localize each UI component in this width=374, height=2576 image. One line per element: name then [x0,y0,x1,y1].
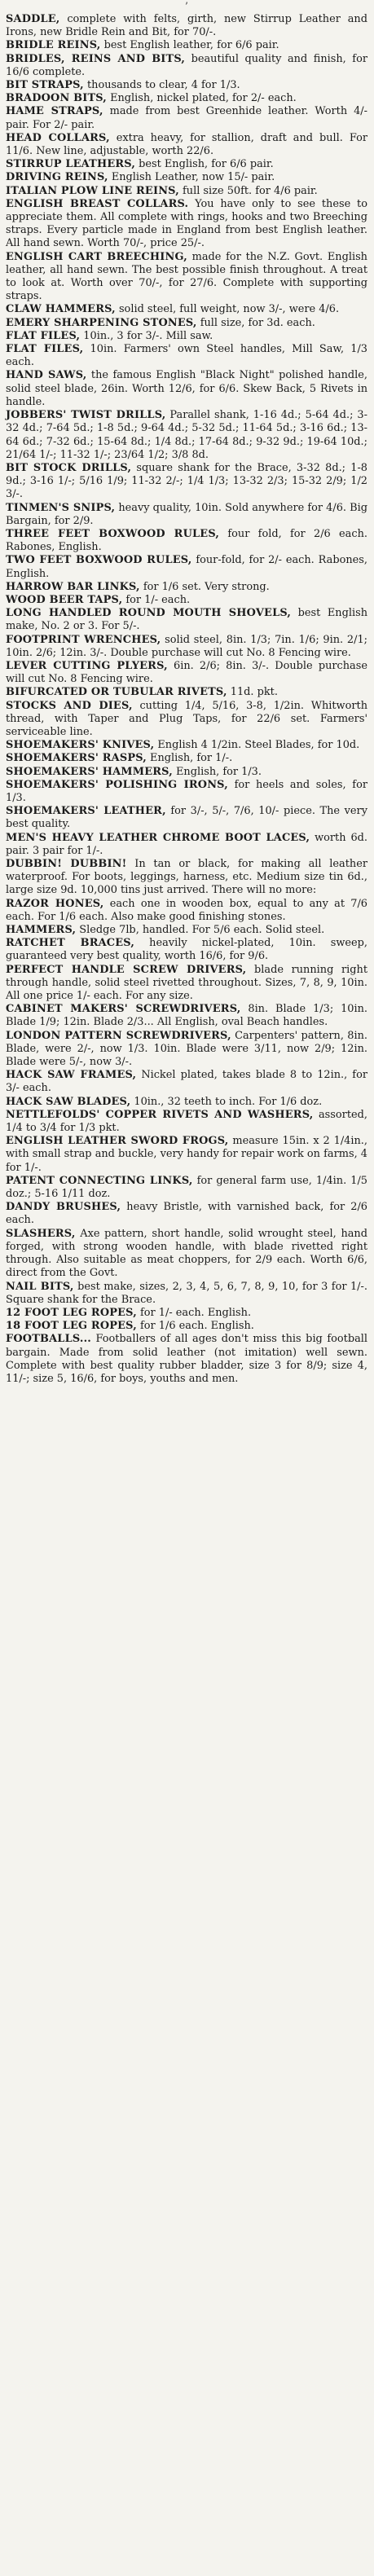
ad-heading: 12 FOOT LEG ROPES, [6,1306,137,1319]
ad-body: solid steel, 8in. 1/3; 7in. 1/6; 9in. 2/1; 10in. 2/6; 12in. 3/-. Double purchase will cut No. 8 Fencing wire. [6,633,367,659]
ad-item [6,53,367,79]
ad-heading: PATENT CONNECTING LINKS, [6,1174,193,1187]
ad-item [6,1201,367,1227]
ad-heading: SHOEMAKERS' LEATHER, [6,805,166,818]
ad-heading: 18 FOOT LEG ROPES, [6,1320,137,1333]
ad-heading: LONDON PATTERN SCREWDRIVERS, [6,1029,231,1042]
ad-heading: ENGLISH LEATHER SWORD FROGS, [6,1135,229,1148]
ad-body: English, for 1/-. [146,752,233,765]
ad-heading: STIRRUP LEATHERS, [6,158,136,171]
ad-body: made from best Greenhide leather. Worth 4/- pair. For 2/- pair. [6,105,367,131]
ad-body: for 1/- each. [122,593,191,606]
ad-item [6,1109,367,1135]
ad-heading: BRIDLES, REINS AND BITS, [6,52,186,65]
ad-heading: SHOEMAKERS' RASPS, [6,752,147,765]
ad-item [6,1030,367,1070]
ad-item [6,634,367,660]
ad-item [6,1175,367,1201]
ad-heading: HAND SAWS, [6,369,87,382]
ad-item [6,1069,367,1095]
ad-item [6,898,367,924]
ad-item [6,303,367,316]
ad-heading: RATCHET BRACES, [6,937,135,950]
ad-body: heavily nickel-plated, 10in. sweep, guaranteed very best quality, worth 16/6, for 9/6. [6,937,367,963]
ad-body: for 1/- each. English. [136,1306,252,1319]
ad-item [6,1003,367,1029]
ad-body: 11d. pkt. [227,686,278,699]
ad-body: worth 6d. pair. 3 pair for 1/-. [6,831,367,857]
ad-item [6,779,367,805]
ad-heading: EMERY SHARPENING STONES, [6,316,197,329]
ad-body: 8in. Blade 1/3; 10in. Blade 1/9; 12in. Blade 2/3... All English, oval Beach handles. [6,1003,367,1029]
ad-item [6,171,367,184]
ad-item [6,13,367,39]
ad-heading: HACK SAW BLADES, [6,1095,131,1108]
ad-body: for 1/6 each. English. [136,1320,254,1333]
ad-body: English, nickel plated, for 2/- each. [106,92,297,105]
ad-item [6,581,367,594]
ad-item [6,409,367,462]
ad-body: for general farm use, 1/4in. 1/5 doz.; 5-16 1/11 doz. [6,1174,368,1201]
ad-item [6,158,367,171]
ad-heading: MEN'S HEAVY LEATHER CHROME BOOT LACES, [6,831,310,844]
ad-heading: ENGLISH CART BREECHING, [6,250,187,263]
ad-heading: TINMEN'S SNIPS, [6,501,116,514]
ad-heading: PERFECT HANDLE SCREW DRIVERS, [6,963,247,976]
ad-body: best English leather, for 6/6 pair. [100,39,279,52]
ad-body: square shank for the Brace, 3-32 8d.; 1-8 9d.; 3-16 1/-; 5/16 1/9; 11-32 2/-; 1/4 1/3; 13-32 2/3; 15-32 2/9; 1/2 3/-. [6,461,368,501]
ad-list [6,13,367,1386]
ad-body: heavy quality, 10in. Sold anywhere for 4/6. Big Bargain, for 2/9. [6,501,367,527]
ad-item [6,502,367,528]
ad-item [6,1096,367,1109]
ad-body: In tan or black, for making all leather waterproof. For boots, leggings, harness, etc. Medium size tin 6d., large size 9d. 10,000 tins just arrived. There will no more: [6,858,367,897]
ad-heading: BRIDLE REINS, [6,39,101,52]
ad-body: for 3/-, 5/-, 7/6, 10/- piece. The very best quality. [6,805,367,831]
ad-body: Parallel shank, 1-16 4d.; 5-64 4d.; 3-32 4d.; 7-64 5d.; 1-8 5d.; 9-64 4d.; 5-32 5d.; 11-64 5d.; 3-16 6d.; 13-64 6d.; 7-32 6d.; 15-64 8d.; 1/4 8d.; 17-64 8d.; 9-32 9d.; 19-64 10d.; 21/64 1/-; 11-32 1/-; 23/64 1/2; 3/8 8d. [6,409,367,461]
ad-heading: ENGLISH BREAST COLLARS. [6,197,189,210]
ad-item [6,739,367,752]
ad-body: thousands to clear, 4 for 1/3. [83,79,240,92]
ad-item [6,317,367,330]
ad-body: each one in wooden box, equal to any at 7/6 each. For 1/6 each. Also make good finishing stones. [6,897,368,923]
ad-item [6,700,367,740]
ad-item [6,1320,367,1333]
ad-item [6,766,367,779]
ad-item [6,528,367,554]
ad-body: made for the N.Z. Govt. English leather, all hand sewn. The best possible finish throughout. A treat to look at. Worth over 70/-, for 27/6. Complete with supporting straps. [6,250,367,303]
ad-item [6,686,367,699]
ad-item [6,660,367,686]
ad-heading: FOOTBALLS... [6,1333,91,1346]
ad-item [6,105,367,131]
ad-heading: RAZOR HONES, [6,897,104,910]
ad-item [6,832,367,858]
ad-heading: HAMMERS, [6,924,77,937]
ad-body: extra heavy, for stallion, draft and bull. For 11/6. New line, adjustable, worth 22/6. [6,131,367,158]
ad-body: for 1/6 set. Very strong. [139,580,270,593]
ad-body: the famous English "Black Night" polished handle, solid steel blade, 26in. Worth 12/6, for 6/6. Skew Back, 5 Rivets in handle. [6,369,367,408]
ad-body: English 4 1/2in. Steel Blades, for 10d. [154,739,360,752]
ad-item [6,964,367,1004]
ad-body: Carpenters' pattern, 8in. Blade, were 2/-, now 1/3. 10in. Blade were 3/11, now 2/9; 12in. Blade were 5/-, now 3/-. [6,1029,367,1069]
ad-item [6,924,367,937]
ad-heading: SHOEMAKERS' HAMMERS, [6,765,173,778]
ad-heading: SHOEMAKERS' POLISHING IRONS, [6,778,228,791]
ad-item [6,1228,367,1281]
ad-heading: SHOEMAKERS' KNIVES, [6,739,155,752]
ad-heading: FLAT FILES, [6,343,84,356]
ad-body: Nickel plated, takes blade 8 to 12in., for 3/- each. [6,1069,367,1095]
ad-item [6,39,367,52]
ad-heading: THREE FEET BOXWOOD RULES, [6,527,220,540]
ad-body: complete with felts, girth, new Stirrup Leather and Irons, new Bridle Rein and Bit, for 70/-. [6,13,367,39]
ad-heading: HACK SAW FRAMES, [6,1069,137,1082]
ad-body: 10in. Farmers' own Steel handles, Mill Saw, 1/3 each. [6,343,368,369]
ad-body: blade running right through handle, solid steel rivetted throughout. Sizes, 7, 8, 9, 10in. All one price 1/- each. For any size. [6,963,367,1003]
ad-body: Axe pattern, short handle, solid wrought steel, hand forged, with strong wooden handle, with blade rivetted right through. Also suitable as meat choppers, for 2/9 each. Worth 6/6, direct from the Govt. [6,1227,367,1280]
ad-body: Sledge 7lb, handled. For 5/6 each. Solid steel. [76,924,325,937]
ad-heading: NETTLEFOLDS' COPPER RIVETS AND WASHERS, [6,1108,314,1121]
ad-heading: WOOD BEER TAPS, [6,593,123,606]
ad-heading: BIT STRAPS, [6,79,84,92]
ad-item [6,858,367,898]
ad-item [6,92,367,105]
ad-heading: HAME STRAPS, [6,105,103,118]
ad-item [6,132,367,158]
ad-body: 10in., 32 teeth to inch. For 1/6 doz. [130,1095,323,1108]
ad-heading: FLAT FILES, [6,329,81,342]
ad-body: 10in., 3 for 3/-. Mill saw. [80,329,213,342]
ad-heading: ITALIAN PLOW LINE REINS, [6,184,179,197]
ad-heading: TWO FEET BOXWOOD RULES, [6,554,192,567]
ad-body: You have only to see these to appreciate them. All complete with rings, hooks and two Breeching straps. Every particle made in England from best English leather. All hand sewn. Worth 70/-, price 25/-. [6,197,367,250]
ad-item [6,330,367,343]
ad-body: beautiful quality and finish, for 16/6 complete. [6,52,367,78]
ad-item [6,198,367,251]
ad-item [6,554,367,580]
ad-body: English Leather, now 15/- pair. [108,171,275,184]
ad-heading: BIT STOCK DRILLS, [6,461,132,474]
ad-body: four fold, for 2/6 each. Rabones, English. [6,527,367,554]
ad-item [6,594,367,607]
ad-heading: JOBBERS' TWIST DRILLS, [6,409,166,422]
ad-body: solid steel, full weight, now 3/-, were 4/6. [115,303,340,316]
ad-body: best make, sizes, 2, 3, 4, 5, 6, 7, 8, 9, 10, for 3 for 1/-. Square shank for the Brace. [6,1280,367,1306]
ad-heading: DANDY BRUSHES, [6,1201,121,1214]
top-mark: ’ [184,1,189,13]
ad-body: English, for 1/3. [172,765,262,778]
ad-item [6,1135,367,1175]
ad-body: full size, for 3d. each. [196,316,315,329]
ad-heading: NAIL BITS, [6,1280,74,1293]
ad-heading: SLASHERS, [6,1227,76,1240]
ad-heading: DRIVING REINS, [6,171,108,184]
ad-body: best English make, No. 2 or 3. For 5/-. [6,607,367,633]
ad-item [6,185,367,198]
ad-body: Footballers of all ages don't miss this big football bargain. Made from solid leather (not imitation) well sewn. Complete with best quality rubber bladder, size 3 for 8/9; size 4, 11/-; size 5, 16/6, for boys, youths and men. [6,1333,367,1385]
ad-item [6,752,367,765]
ad-item [6,1281,367,1307]
ad-body: cutting 1/4, 5/16, 3-8, 1/2in. Whitworth thread, with Taper and Plug Taps, for 22/6 set. Farmers' serviceable line. [6,699,367,738]
ad-item [6,462,367,502]
ad-heading: STOCKS AND DIES, [6,699,133,712]
ad-body: heavy Bristle, with varnished back, for 2/6 each. [6,1201,368,1227]
ad-item [6,79,367,92]
ad-item [6,343,367,369]
ad-item [6,607,367,633]
ad-item [6,369,367,409]
ad-body: full size 50ft. for 4/6 pair. [178,184,318,197]
ad-body: best English, for 6/6 pair. [135,158,274,171]
ad-heading: CLAW HAMMERS, [6,303,116,316]
ad-heading: LEVER CUTTING PLYERS, [6,659,168,672]
ad-heading: BRADOON BITS, [6,92,107,105]
ad-heading: SADDLE, [6,13,60,25]
ad-heading: HEAD COLLARS, [6,131,110,144]
ad-heading: HARROW BAR LINKS, [6,580,140,593]
ad-item [6,937,367,963]
ad-heading: FOOTPRINT WRENCHES, [6,633,161,646]
ad-body: for heels and soles, for 1/3. [6,778,367,804]
ad-item [6,1307,367,1320]
ad-body: assorted, 1/4 to 3/4 for 1/3 pkt. [6,1108,367,1135]
ad-item [6,1333,367,1386]
ad-body: measure 15in. x 2 1/4in., with small strap and buckle, very handy for repair work on farms, 4 for 1/-. [6,1135,367,1174]
ad-body: 6in. 2/6; 8in. 3/-. Double purchase will cut No. 8 Fencing wire. [6,659,367,686]
ad-heading: DUBBIN! DUBBIN! [6,858,127,870]
ad-heading: BIFURCATED OR TUBULAR RIVETS, [6,686,227,699]
ad-heading: CABINET MAKERS' SCREWDRIVERS, [6,1003,241,1016]
ad-item [6,805,367,831]
ad-item [6,251,367,304]
ad-heading: LONG HANDLED ROUND MOUTH SHOVELS, [6,607,292,620]
ad-body: four-fold, for 2/- each. Rabones, English. [6,554,367,580]
